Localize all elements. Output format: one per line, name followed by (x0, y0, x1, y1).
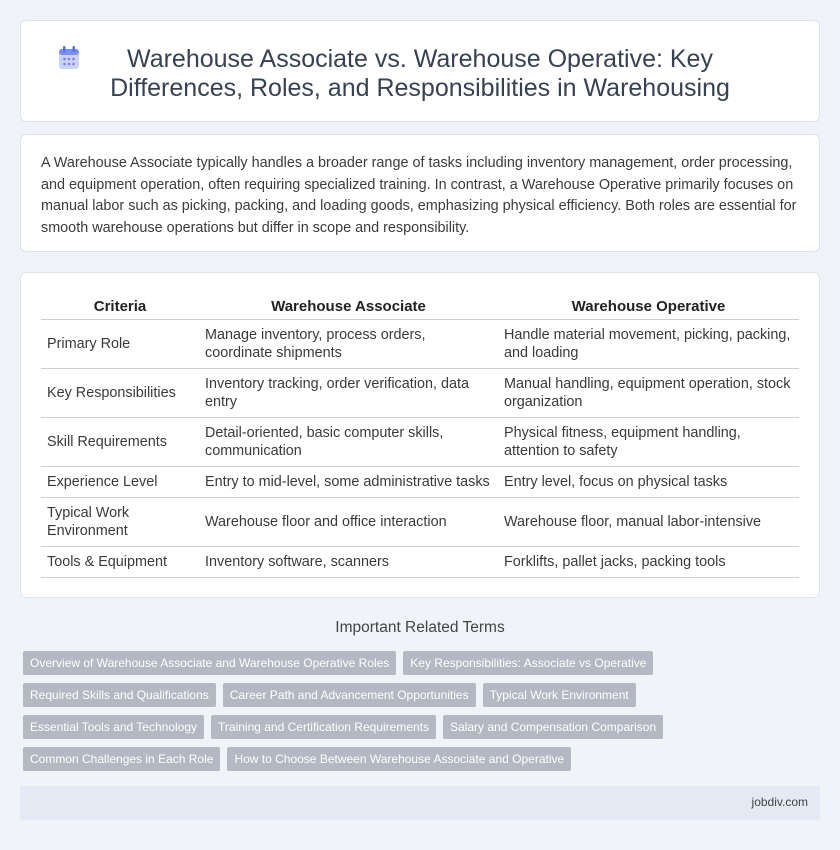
related-term-tag[interactable]: Overview of Warehouse Associate and Warehouse Operative Roles (23, 651, 396, 675)
comparison-card (20, 272, 820, 598)
header-criteria: Criteria (41, 295, 199, 319)
table-row (41, 466, 799, 497)
criteria-cell: Skill Requirements (41, 417, 199, 466)
associate-cell: Warehouse floor and office interaction (199, 497, 498, 546)
related-term-tag[interactable]: Essential Tools and Technology (23, 715, 204, 739)
criteria-cell: Experience Level (41, 466, 199, 497)
footer (20, 786, 820, 820)
related-term-tag[interactable]: Career Path and Advancement Opportunities (223, 683, 476, 707)
table-row (41, 319, 799, 368)
criteria-cell: Tools & Equipment (41, 546, 199, 577)
page-title: Warehouse Associate vs. Warehouse Operative: Key Differences, Roles, and Responsibilities in Warehousing (110, 45, 730, 102)
table-row (41, 497, 799, 546)
table-header-row (41, 295, 799, 319)
related-term-tag[interactable]: Key Responsibilities: Associate vs Operative (403, 651, 653, 675)
operative-cell: Manual handling, equipment operation, stock organization (498, 368, 799, 417)
intro-paragraph: A Warehouse Associate typically handles a broader range of tasks including inventory management, order processing, and equipment operation, often requiring specialized training. In contrast, a Warehouse Operative primarily focuses on manual labor such as picking, packing, and loading goods, emphasizing physical efficiency. Both roles are essential for smooth warehouse operations but differ in scope and responsibility. (41, 155, 797, 236)
related-terms-heading: Important Related Terms (335, 619, 505, 636)
footer-site-link[interactable]: jobdiv.com (751, 795, 808, 809)
tag-row (23, 651, 723, 675)
operative-cell: Physical fitness, equipment handling, attention to safety (498, 417, 799, 466)
associate-cell: Detail-oriented, basic computer skills, communication (199, 417, 498, 466)
related-terms-list (23, 651, 723, 779)
related-term-tag[interactable]: Salary and Compensation Comparison (443, 715, 663, 739)
criteria-cell: Primary Role (41, 319, 199, 368)
related-term-tag[interactable]: Common Challenges in Each Role (23, 747, 220, 771)
criteria-cell: Key Responsibilities (41, 368, 199, 417)
associate-cell: Entry to mid-level, some administrative tasks (199, 466, 498, 497)
intro-card (20, 134, 820, 252)
header-warehouse-associate: Warehouse Associate (199, 295, 498, 319)
associate-cell: Inventory software, scanners (199, 546, 498, 577)
related-term-tag[interactable]: Required Skills and Qualifications (23, 683, 216, 707)
header-warehouse-operative: Warehouse Operative (498, 295, 799, 319)
related-term-tag[interactable]: Typical Work Environment (483, 683, 636, 707)
comparison-table (41, 295, 799, 578)
associate-cell: Inventory tracking, order verification, data entry (199, 368, 498, 417)
header-card (20, 20, 820, 122)
operative-cell: Entry level, focus on physical tasks (498, 466, 799, 497)
table-row (41, 368, 799, 417)
table-row (41, 417, 799, 466)
associate-cell: Manage inventory, process orders, coordinate shipments (199, 319, 498, 368)
operative-cell: Forklifts, pallet jacks, packing tools (498, 546, 799, 577)
criteria-cell: Typical Work Environment (41, 497, 199, 546)
operative-cell: Handle material movement, picking, packing, and loading (498, 319, 799, 368)
table-row (41, 546, 799, 577)
related-term-tag[interactable]: Training and Certification Requirements (211, 715, 436, 739)
tag-row (23, 715, 723, 739)
operative-cell: Warehouse floor, manual labor-intensive (498, 497, 799, 546)
tag-row (23, 683, 723, 707)
tag-row (23, 747, 723, 771)
related-term-tag[interactable]: How to Choose Between Warehouse Associate and Operative (227, 747, 571, 771)
